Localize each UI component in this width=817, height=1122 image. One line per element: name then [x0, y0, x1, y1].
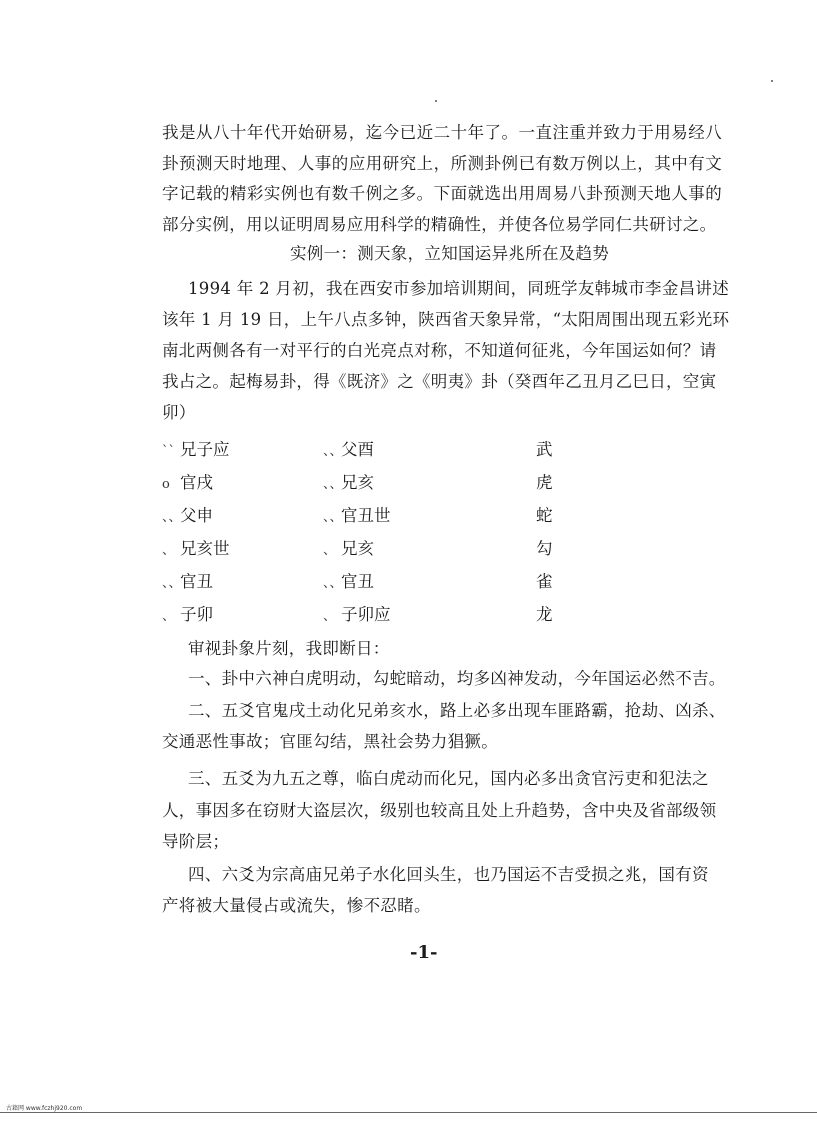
hex-right-label: 子卯应: [341, 605, 391, 624]
hex-left-line: [162, 502, 213, 526]
six-spirit: 龙: [536, 605, 553, 624]
yao-mark: 、: [162, 609, 176, 624]
hex-right-line: [323, 469, 374, 493]
yao-mark: o: [162, 477, 170, 492]
case-line: 该年 1 月 19 日，上午八点多钟，陕西省天象异常，“太阳周围出现五彩光环: [162, 310, 730, 329]
hex-left-label: 父申: [180, 506, 213, 525]
hex-right-label: 兄亥: [341, 473, 374, 492]
hex-left-line: [162, 568, 213, 592]
yao-mark: 、、: [323, 444, 343, 459]
hex-right-line: [323, 436, 374, 460]
yao-mark: 、、: [323, 477, 343, 492]
case-line: 我占之。起梅易卦，得《既济》之《明夷》卦（癸酉年乙丑月乙巳日，空寅: [162, 372, 717, 391]
point-line: 导阶层；: [162, 832, 230, 851]
case-line: 1994 年 2 月初，我在西安市参加培训期间，同班学友韩城市李金昌讲述: [188, 279, 730, 298]
yao-mark: 、: [323, 609, 337, 624]
six-spirit: 虎: [536, 473, 553, 492]
page-number: -1-: [410, 942, 438, 963]
hex-left-label: 兄子应: [180, 440, 230, 459]
yao-mark: 、、: [162, 576, 182, 591]
yao-mark: 、: [162, 543, 176, 558]
hex-left-label: 子卯: [180, 605, 213, 624]
point-line: 三、五爻为九五之尊，临白虎动而化兄，国内必多出贪官污吏和犯法之: [188, 769, 709, 788]
scan-speck: [771, 80, 773, 82]
point-line: 人，事因多在窃财大盗层次，级别也较高且处上升趋势，含中央及省部级领: [162, 801, 717, 820]
hex-right-line: [323, 568, 374, 592]
yao-mark: 、、: [323, 576, 343, 591]
footer-divider: [0, 1112, 817, 1113]
six-spirit: 武: [536, 440, 553, 459]
yao-mark: 、: [323, 543, 337, 558]
hex-left-line: [162, 469, 213, 493]
hex-right-label: 官丑: [341, 572, 374, 591]
point-line: 一、卦中六神白虎明动，勾蛇暗动，均多凶神发动，今年国运必然不吉。: [188, 669, 726, 688]
hex-right-line: [323, 535, 374, 559]
hex-left-label: 兄亥世: [180, 539, 230, 558]
hex-left-label: 官丑: [180, 572, 213, 591]
yao-mark: 、、: [323, 510, 343, 525]
point-line: 二、五爻官鬼戌土动化兄弟亥水，路上必多出现车匪路霸，抢劫、凶杀、: [188, 701, 726, 720]
point-line: 产将被大量侵占或流失，惨不忍睹。: [162, 896, 431, 915]
six-spirit: 勾: [536, 539, 553, 558]
yao-mark: 、、: [162, 510, 182, 525]
point-line: 交通恶性事故；官匪勾结，黑社会势力猖獗。: [162, 732, 498, 751]
footer-watermark: 古籍网 www.fczhj920.com: [6, 1105, 83, 1112]
hex-right-line: [323, 601, 391, 625]
yao-mark: ``: [162, 444, 175, 459]
hex-left-line: [162, 436, 230, 460]
scan-speck: [435, 100, 437, 102]
hex-left-line: [162, 535, 230, 559]
hex-right-line: [323, 502, 391, 526]
hex-left-label: 官戌: [180, 473, 213, 492]
hex-right-label: 官丑世: [341, 506, 391, 525]
case-line: 南北两侧各有一对平行的白光亮点对称，不知道何征兆，今年国运如何？请: [162, 341, 717, 360]
hex-left-line: [162, 601, 213, 625]
six-spirit: 蛇: [536, 506, 553, 525]
point-line: 四、六爻为宗高庙兄弟子水化回头生，也乃国运不吉受损之兆，国有资: [188, 865, 709, 884]
hex-right-label: 父酉: [341, 440, 374, 459]
hex-right-label: 兄亥: [341, 539, 374, 558]
six-spirit: 雀: [536, 572, 553, 591]
case-line: 卯）: [162, 403, 196, 422]
intro-paragraph: 我是从八十年代开始研易，迄今已近二十年了。一直注重并致力于用易经八卦预测天时地理、人事的应用研究上，所测卦例已有数万例以上，其中有文字记载的精彩实例也有数千例之多。下面就选出用周易八卦预测天地人事的部分实例，用以证明周易应用科学的精确性，并使各位易学同仁共研讨之。: [162, 123, 722, 234]
judgement-intro: 审视卦象片刻，我即断日：: [188, 639, 390, 658]
case-title: 实例一：测天象，立知国运异兆所在及趋势: [290, 244, 610, 263]
